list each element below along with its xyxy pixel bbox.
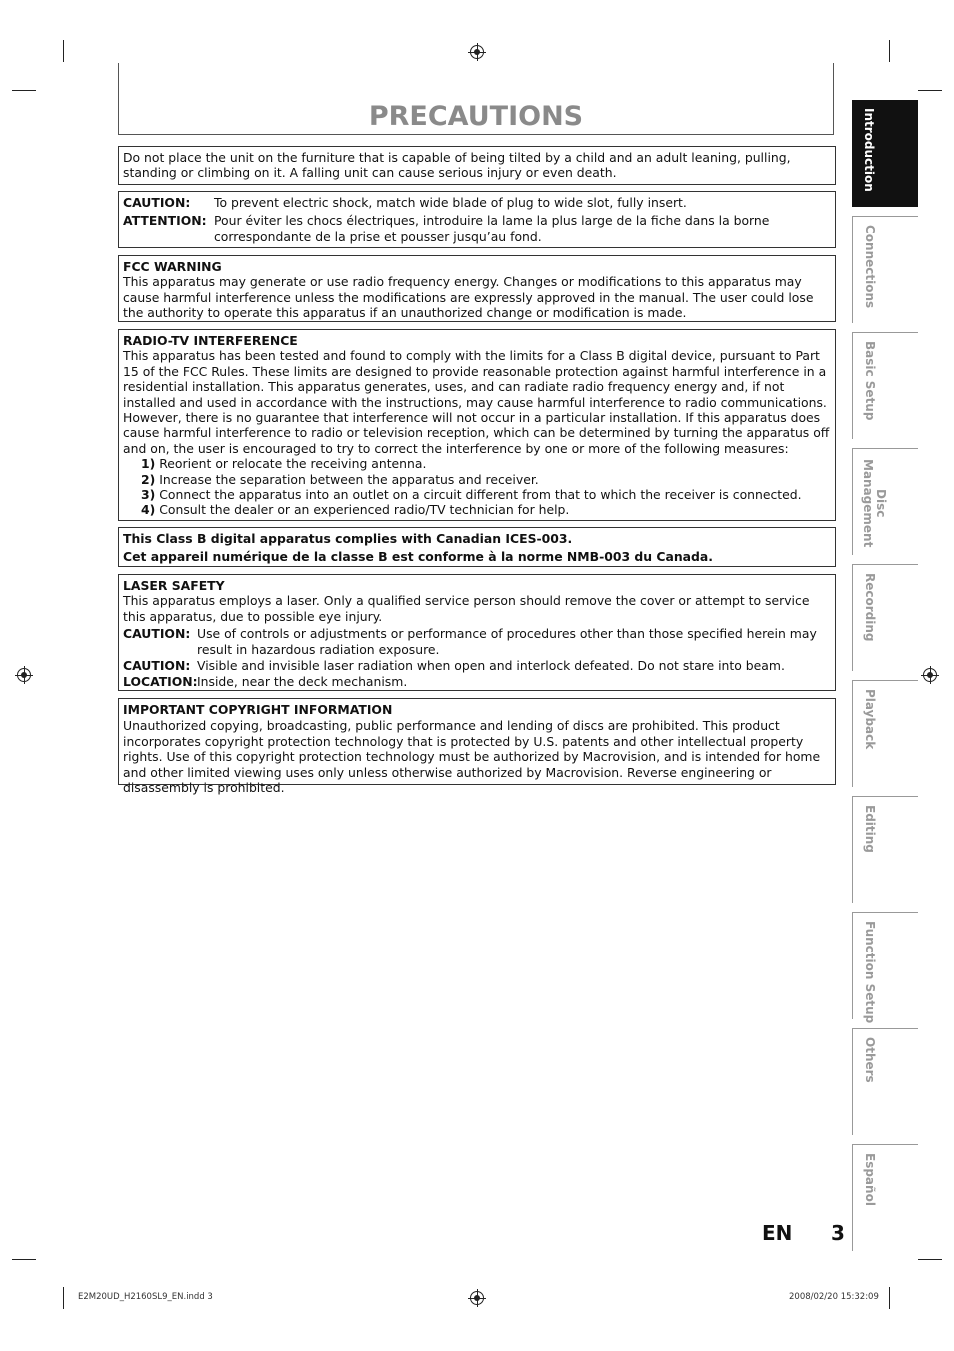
canada-line-fr: Cet appareil numérique de la classe B est conforme à la norme NMB-003 du Canada. [123, 549, 713, 565]
list-item: 4) Consult the dealer or an experienced radio/TV technician for help. [141, 502, 570, 518]
tab-espanol[interactable] [852, 1144, 918, 1251]
list-item: 2) Increase the separation between the apparatus and receiver. [141, 471, 539, 487]
radio-tv-interference-box [118, 329, 836, 521]
fcc-text: This apparatus may generate or use radio frequency energy. Changes or modifications to this apparatus may cause harmful interference unless the modifications are expressly approved in the manual. The user could lose the authority to operate this apparatus if an unauthorized change or modification is made. [123, 274, 814, 321]
caution-row [123, 195, 831, 210]
location-text: Inside, near the deck mechanism. [197, 674, 408, 690]
laser-heading: LASER SAFETY [123, 578, 225, 593]
copyright-heading: IMPORTANT COPYRIGHT INFORMATION [123, 702, 393, 717]
tab-disc-management[interactable] [852, 448, 918, 555]
laser-caution-row [123, 626, 831, 657]
crop-mark [889, 40, 890, 62]
radio-tv-heading: RADIO-TV INTERFERENCE [123, 333, 298, 348]
measures-list [123, 456, 831, 518]
tab-label: Function Setup [863, 921, 877, 1024]
list-item: 3) Connect the apparatus into an outlet on a circuit different from that to which the receiver is connected. [141, 487, 802, 503]
caution-text: To prevent electric shock, match wide blade of plug to wide slot, fully insert. [214, 195, 687, 210]
fcc-heading: FCC WARNING [123, 259, 222, 274]
title-frame [118, 63, 834, 135]
attention-row [123, 213, 831, 244]
tab-connections[interactable] [852, 216, 918, 323]
caution-label: CAUTION: [123, 626, 191, 642]
tab-playback[interactable] [852, 680, 918, 787]
footer-file-name: E2M20UD_H2160SL9_EN.indd 3 [78, 1292, 213, 1302]
list-item: 1) Reorient or relocate the receiving antenna. [141, 456, 427, 472]
tab-label: Disc Management [861, 458, 888, 548]
crop-mark [889, 1287, 890, 1309]
crop-mark [12, 90, 36, 91]
tab-label: Editing [863, 805, 877, 853]
caution-text: Use of controls or adjustments or performance of procedures other than those specified herein may result in hazardous radiation exposure. [197, 626, 817, 657]
crop-mark [12, 1259, 36, 1260]
registration-mark-icon [470, 45, 484, 59]
tab-recording[interactable] [852, 564, 918, 671]
registration-mark-icon [17, 668, 31, 682]
tab-editing[interactable] [852, 796, 918, 903]
tab-function-setup[interactable] [852, 912, 918, 1024]
copyright-text: Unauthorized copying, broadcasting, public performance and lending of discs are prohibited. This product incorporates copyright protection technology that is protected by U.S. patents and other intellectual property rights. Use of this copyright protection technology must be authorized by Macrovision, and is intended for home and other limited viewing uses only unless otherwise authorized by Macrovision. Reverse engineering or disassembly is prohibited. [123, 718, 821, 796]
attention-text: Pour éviter les chocs électriques, introduire la lame la plus large de la fiche dans la borne correspondante de la prise et pousser jusqu’au fond. [214, 213, 770, 244]
language-code: EN [762, 1221, 793, 1245]
tab-label: Recording [863, 573, 877, 642]
fcc-warning-box [118, 255, 836, 322]
tab-label: Connections [863, 225, 877, 309]
tab-basic-setup[interactable] [852, 332, 918, 439]
crop-mark [63, 1287, 64, 1309]
tab-label: Introduction [862, 108, 876, 192]
caution-label: CAUTION: [123, 658, 191, 674]
tab-label: Playback [863, 689, 877, 750]
plug-caution-box [118, 191, 836, 248]
tab-label: Español [863, 1153, 877, 1206]
tip-over-notice [118, 146, 836, 185]
laser-location-row [123, 674, 831, 689]
tab-others[interactable] [852, 1028, 918, 1135]
registration-mark-icon [923, 668, 937, 682]
registration-mark-icon [470, 1291, 484, 1305]
tab-label: Basic Setup [863, 341, 877, 421]
laser-caution-row [123, 658, 831, 673]
tab-label: Others [863, 1037, 877, 1083]
crop-mark [63, 40, 64, 62]
crop-mark [918, 90, 942, 91]
caution-label: CAUTION: [123, 195, 191, 210]
laser-text: This apparatus employs a laser. Only a qualified service person should remove the cover or attempt to service this apparatus, due to possible eye injury. [123, 593, 810, 624]
attention-label: ATTENTION: [123, 213, 207, 229]
radio-tv-text: This apparatus has been tested and found to comply with the limits for a Class B digital device, pursuant to Part 15 of the FCC Rules. These limits are designed to provide reasonable protection against harmful interference in a residential installation. This apparatus generates, uses, and can radiate radio frequency energy and, if not installed and used in accordance with the instructions, may cause harmful interference to radio communications. However, there is no guarantee that interference will not occur in a particular installation. If this apparatus does cause harmful interference to radio or television reception, which can be determined by turning the apparatus off and on, the user is encouraged to try to correct the interference by one or more of the following measures: [123, 348, 830, 456]
location-label: LOCATION: [123, 674, 198, 690]
page-number: 3 [831, 1221, 845, 1245]
footer-timestamp: 2008/02/20 15:32:09 [789, 1292, 879, 1302]
canada-line-en: This Class B digital apparatus complies with Canadian ICES-003. [123, 531, 573, 546]
copyright-box [118, 698, 836, 796]
tip-over-text: Do not place the unit on the furniture that is capable of being tilted by a child and an adult leaning, pulling, standing or climbing on it. A falling unit can cause serious injury or even death. [123, 150, 791, 181]
laser-safety-box [118, 574, 836, 691]
crop-mark [918, 1259, 942, 1260]
canada-compliance-box [118, 527, 836, 567]
page-title: PRECAUTIONS [368, 101, 584, 132]
caution-text: Visible and invisible laser radiation when open and interlock defeated. Do not stare into beam. [197, 658, 785, 674]
tab-introduction[interactable] [852, 100, 918, 207]
